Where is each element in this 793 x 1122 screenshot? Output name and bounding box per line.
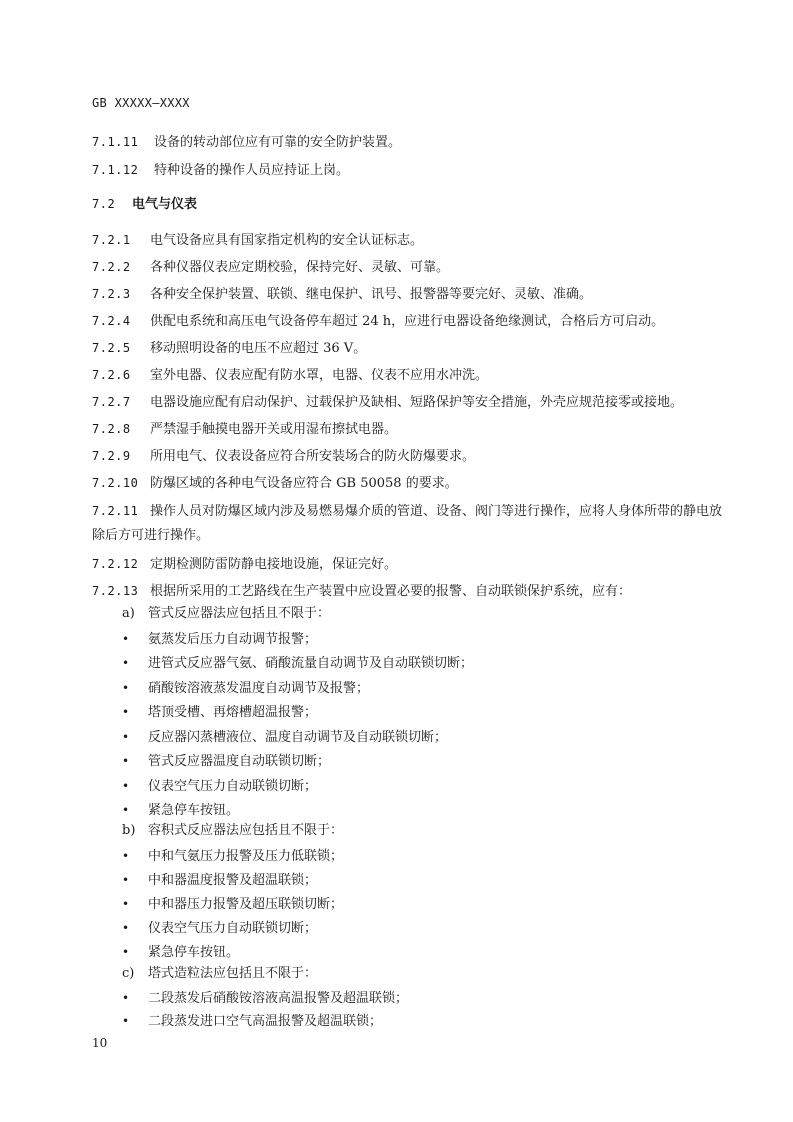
bullet-icon: • — [122, 803, 130, 817]
bullet-icon: • — [122, 945, 130, 959]
clause-number: 7.2.6 — [92, 368, 131, 382]
clause-number: 7.1.12 — [92, 163, 139, 177]
bullet-icon: • — [122, 991, 130, 1005]
clause-number: 7.2.7 — [92, 395, 131, 409]
clause-7-2-3 — [92, 286, 592, 303]
clause-7-2-12 — [92, 556, 397, 573]
clause-number: 7.2.1 — [92, 233, 131, 247]
list-item: • 反应器闪蒸槽液位、温度自动调节及自动联锁切断； — [122, 730, 448, 745]
clause-7-2-7 — [92, 394, 683, 411]
sub-item-text: 管式反应器法应包括且不限于： — [148, 606, 331, 621]
list-item: • 氨蒸发后压力自动调节报警； — [122, 632, 318, 647]
clause-7-2-8 — [92, 421, 397, 438]
clause-text: 电气设备应具有国家指定机构的安全认证标志。 — [150, 233, 424, 248]
sub-item-text: 容积式反应器法应包括且不限于： — [148, 823, 344, 838]
section-title: 电气与仪表 — [132, 197, 198, 212]
page-number: 10 — [92, 1036, 108, 1050]
sub-item-text: 塔式造粒法应包括且不限于： — [148, 966, 318, 981]
clause-7-2-6 — [92, 367, 488, 384]
list-item: • 塔顶受槽、再熔槽超温报警； — [122, 705, 318, 720]
list-item: • 中和气氨压力报警及压力低联锁； — [122, 849, 344, 864]
bullet-icon: • — [122, 730, 130, 744]
sub-item-label: b) — [122, 823, 136, 838]
clause-7-2-5 — [92, 340, 366, 357]
list-item: • 仪表空气压力自动联锁切断； — [122, 779, 318, 794]
clause-text: 供配电系统和高压电气设备停车超过 24 h，应进行电器设备绝缘测试，合格后方可启动。 — [150, 314, 665, 329]
bullet-icon: • — [122, 873, 130, 887]
bullet-icon: • — [122, 849, 130, 863]
bullet-icon: • — [122, 921, 130, 935]
clause-number: 7.2.11 — [92, 504, 139, 518]
bullet-icon: • — [122, 681, 130, 695]
list-item: • 紧急停车按钮。 — [122, 945, 240, 960]
list-item: • 二段蒸发进口空气高温报警及超温联锁； — [122, 1014, 383, 1029]
clause-text: 室外电器、仪表应配有防水罩，电器、仪表不应用水冲洗。 — [150, 368, 489, 383]
clause-7-2-1 — [92, 232, 423, 249]
list-item: • 中和器温度报警及超温联锁； — [122, 873, 318, 888]
clause-text: 电器设施应配有启动保护、过载保护及缺相、短路保护等安全措施，外壳应规范接零或接地。 — [150, 395, 684, 410]
clause-number: 7.2.2 — [92, 260, 131, 274]
bullet-icon: • — [122, 705, 130, 719]
clause-text: 防爆区域的各种电气设备应符合 GB 50058 的要求。 — [150, 476, 458, 491]
list-item: • 硝酸铵溶液蒸发温度自动调节及报警； — [122, 681, 370, 696]
sub-item-label: c) — [122, 966, 135, 981]
clause-text: 严禁湿手触摸电器开关或用湿布擦拭电器。 — [150, 422, 398, 437]
clause-7-2-11 — [92, 499, 722, 548]
clause-number: 7.2.9 — [92, 449, 131, 463]
list-item: • 管式反应器温度自动联锁切断； — [122, 754, 331, 769]
bullet-icon: • — [122, 632, 130, 646]
clause-number: 7.2.5 — [92, 341, 131, 355]
list-item: • 进管式反应器气氨、硝酸流量自动调节及自动联锁切断； — [122, 656, 474, 671]
clause-text: 定期检测防雷防静电接地设施，保证完好。 — [150, 557, 398, 572]
clause-text: 根据所采用的工艺路线在生产装置中应设置必要的报警、自动联锁保护系统，应有： — [150, 584, 632, 599]
clause-7-1-11 — [92, 134, 401, 151]
sub-item-label: a) — [122, 606, 135, 621]
clause-text: 所用电气、仪表设备应符合所安装场合的防火防爆要求。 — [150, 449, 476, 464]
bullet-icon: • — [122, 779, 130, 793]
clause-text: 操作人员对防爆区域内涉及易燃易爆介质的管道、设备、阀门等进行操作，应将人身体所带的静电放除后方可进行操作。 — [92, 504, 723, 543]
bullet-icon: • — [122, 1014, 130, 1028]
sub-item-c — [122, 966, 317, 982]
clause-text: 设备的转动部位应有可靠的安全防护装置。 — [154, 135, 402, 150]
clause-number: 7.2.3 — [92, 287, 131, 301]
clause-number: 7.1.11 — [92, 135, 139, 149]
sub-item-a — [122, 606, 330, 622]
clause-number: 7.2.8 — [92, 422, 131, 436]
list-item: • 中和器压力报警及超压联锁切断； — [122, 897, 344, 912]
bullet-icon: • — [122, 897, 130, 911]
clause-text: 各种安全保护装置、联锁、继电保护、讯号、报警器等要完好、灵敏、准确。 — [150, 287, 593, 302]
clause-7-2-9 — [92, 448, 475, 465]
clause-text: 移动照明设备的电压不应超过 36 V。 — [150, 341, 367, 356]
clause-7-1-12 — [92, 162, 349, 179]
clause-7-2-4 — [92, 313, 664, 330]
clause-7-2-13 — [92, 583, 631, 600]
section-heading — [92, 196, 197, 213]
list-item: • 仪表空气压力自动联锁切断； — [122, 921, 318, 936]
sub-item-b — [122, 823, 343, 839]
bullet-icon: • — [122, 754, 130, 768]
document-code-header: GB XXXXX—XXXX — [92, 96, 190, 110]
clause-text: 特种设备的操作人员应持证上岗。 — [154, 163, 350, 178]
bullet-icon: • — [122, 656, 130, 670]
clause-text: 各种仪器仪表应定期校验，保持完好、灵敏、可靠。 — [150, 260, 450, 275]
list-item: • 二段蒸发后硝酸铵溶液高温报警及超温联锁； — [122, 991, 409, 1006]
clause-number: 7.2.13 — [92, 584, 139, 598]
clause-7-2-10 — [92, 475, 458, 492]
list-item: • 紧急停车按钮。 — [122, 803, 240, 818]
clause-7-2-2 — [92, 259, 449, 276]
clause-number: 7.2.12 — [92, 557, 139, 571]
section-number: 7.2 — [92, 197, 116, 211]
clause-number: 7.2.4 — [92, 314, 131, 328]
clause-number: 7.2.10 — [92, 476, 139, 490]
